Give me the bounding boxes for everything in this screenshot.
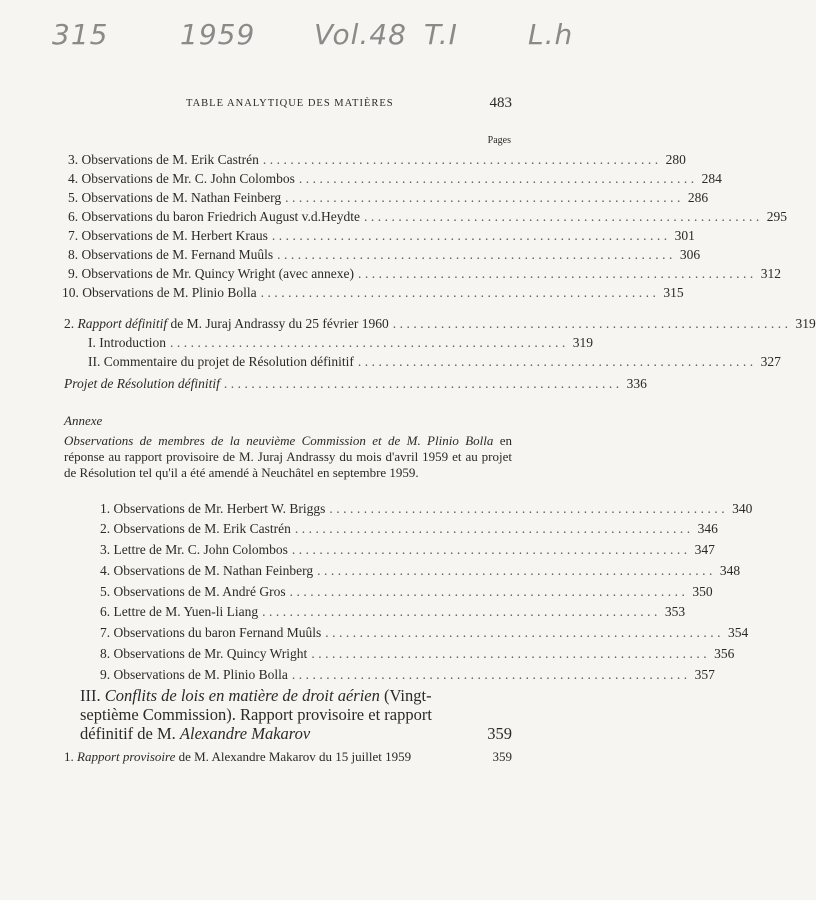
handwriting-b: 1959 xyxy=(180,18,256,51)
toc-entry: 8. Observations de Mr. Quincy Wright .......................................................... 356 xyxy=(100,646,735,661)
toc-entry-projet: Projet de Résolution définitif .......................................................... 336 xyxy=(64,376,647,391)
toc-entry: 7. Observations du baron Fernand Muûls .......................................................... 354 xyxy=(100,625,749,640)
toc-entry: 6. Observations du baron Friedrich August v.d.Heydte .......................................................... 295 xyxy=(68,209,787,224)
section-iii-heading: III. Conflits de lois en matière de droit aérien (Vingt-septième Commission). Rapport provisoire et rapport définitif de M. Alexandre Makarov 359 xyxy=(80,686,512,743)
toc-entry-rapport-definitif: 2. Rapport définitif de M. Juraj Andrassy du 25 février 1960 .......................................................... 319 xyxy=(64,316,816,331)
toc-entry-rapport-provisoire: 1. Rapport provisoire de M. Alexandre Makarov du 15 juillet 1959 359 xyxy=(64,749,512,764)
toc-entry: 5. Observations de M. André Gros .......................................................... 350 xyxy=(100,584,713,599)
toc-entry: 10. Observations de M. Plinio Bolla .......................................................... 315 xyxy=(62,285,684,300)
annexe-intro: Observations de membres de la neuvième Commission et de M. Plinio Bolla en réponse au rapport provisoire de M. Juraj Andrassy du mois d'avril 1959 et au projet de Résolution tel qu'il a été amendé à Neuchâtel en septembre 1959. xyxy=(64,433,512,480)
toc-entry: 7. Observations de M. Herbert Kraus .......................................................... 301 xyxy=(68,228,695,243)
page-title: TABLE ANALYTIQUE DES MATIÈRES xyxy=(186,98,394,109)
handwritten-annotations xyxy=(0,12,602,62)
toc-entry: 4. Observations de Mr. C. John Colombos .......................................................... 284 xyxy=(68,171,722,186)
pages-column-label: Pages xyxy=(487,135,511,146)
handwriting-a: 315 xyxy=(52,18,109,51)
toc-entry: 6. Lettre de M. Yuen-li Liang .......................................................... 353 xyxy=(100,604,686,619)
toc-entry: 8. Observations de M. Fernand Muûls .......................................................... 306 xyxy=(68,247,701,262)
toc-entry: II. Commentaire du projet de Résolution définitif .......................................................... 327 xyxy=(88,354,781,369)
toc-entry: I. Introduction .......................................................... 319 xyxy=(88,335,593,350)
handwriting-e: L.h xyxy=(528,18,574,51)
annexe-heading: Annexe xyxy=(64,413,103,428)
handwriting-d: T.I xyxy=(424,18,458,51)
toc-entry: 3. Lettre de Mr. C. John Colombos .......................................................... 347 xyxy=(100,542,715,557)
toc-entry: 4. Observations de M. Nathan Feinberg .......................................................... 348 xyxy=(100,563,741,578)
handwriting-c: Vol.48 xyxy=(314,18,407,51)
toc-entry: 9. Observations de Mr. Quincy Wright (avec annexe) .......................................................... 312 xyxy=(68,266,781,281)
toc-entry: 1. Observations de Mr. Herbert W. Briggs .......................................................... 340 xyxy=(100,501,753,516)
toc-entry: 2. Observations de M. Erik Castrén .......................................................... 346 xyxy=(100,521,718,536)
toc-entry: 3. Observations de M. Erik Castrén .......................................................... 280 xyxy=(68,152,686,167)
page-number: 483 xyxy=(489,95,512,111)
toc-entry: 5. Observations de M. Nathan Feinberg .......................................................... 286 xyxy=(68,190,709,205)
toc-entry: 9. Observations de M. Plinio Bolla .......................................................... 357 xyxy=(100,667,715,682)
